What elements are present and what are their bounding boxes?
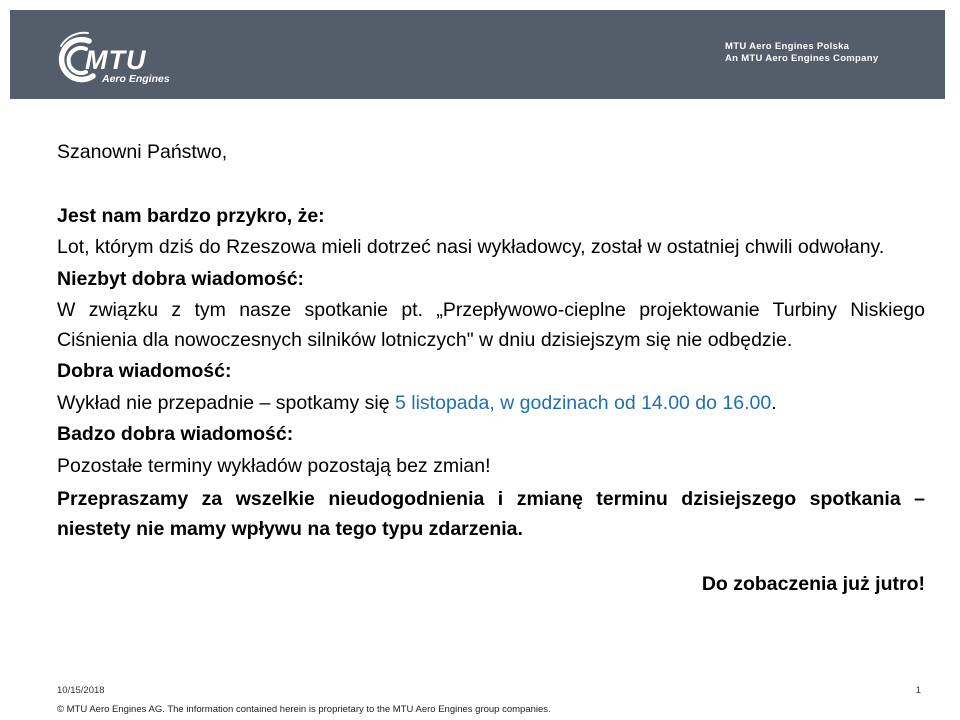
heading-not-good-news: Niezbyt dobra wiadomość: [57,267,305,290]
blank-line [57,170,925,202]
logo-text: MTU [85,45,147,75]
new-date-sentence [57,389,925,419]
new-date-suffix: . [771,391,777,414]
other-dates-text: Pozostałe terminy wykładów pozostają bez zmian! [57,454,491,477]
company-line-2: An MTU Aero Engines Company [725,52,879,64]
logo-subtext: Aero Engines [102,73,170,85]
letter-body [57,138,925,602]
heading-good-news: Dobra wiadomość: [57,360,232,382]
new-date-prefix: Wykład nie przepadnie – spotkamy się [57,391,395,414]
greeting: Szanowni Państwo, [57,141,228,163]
page-number: 1 [915,685,921,696]
copyright-text: © MTU Aero Engines AG. The information contained herein is proprietary to the MTU Aero Engines group companies. [57,704,551,715]
flight-cancelled-text: Lot, którym dziś do Rzeszowa mieli dotrzeć nasi wykładowcy, został w ostatniej chwili odwołany. [57,236,885,258]
new-date-highlight: 5 listopada, w godzinach od 14.00 do 16.00 [395,391,772,414]
closing-text: Do zobaczenia już jutro! [701,573,925,595]
meeting-cancelled-text: W związku z tym nasze spotkanie pt. „Przepływowo-cieplne projektowanie Turbiny Niskiego Ciśnienia dla nowoczesnych silników lotniczych" w dniu dzisiejszym się nie odbędzie. [57,299,925,351]
company-line-1: MTU Aero Engines Polska [725,41,850,52]
header-band [10,10,945,99]
mtu-logo-icon [55,30,173,86]
apology-text: Przepraszamy za wszelkie nieudogodnienia i zmianę terminu dzisiejszego spotkania – niestety nie mamy wpływu na tego typu zdarzenia. [57,488,925,540]
heading-very-good-news: Badzo dobra wiadomość: [57,423,294,445]
footer-date: 10/15/2018 [57,685,105,696]
heading-sorry: Jest nam bardzo przykro, że: [57,204,325,227]
company-name-block [725,41,878,64]
